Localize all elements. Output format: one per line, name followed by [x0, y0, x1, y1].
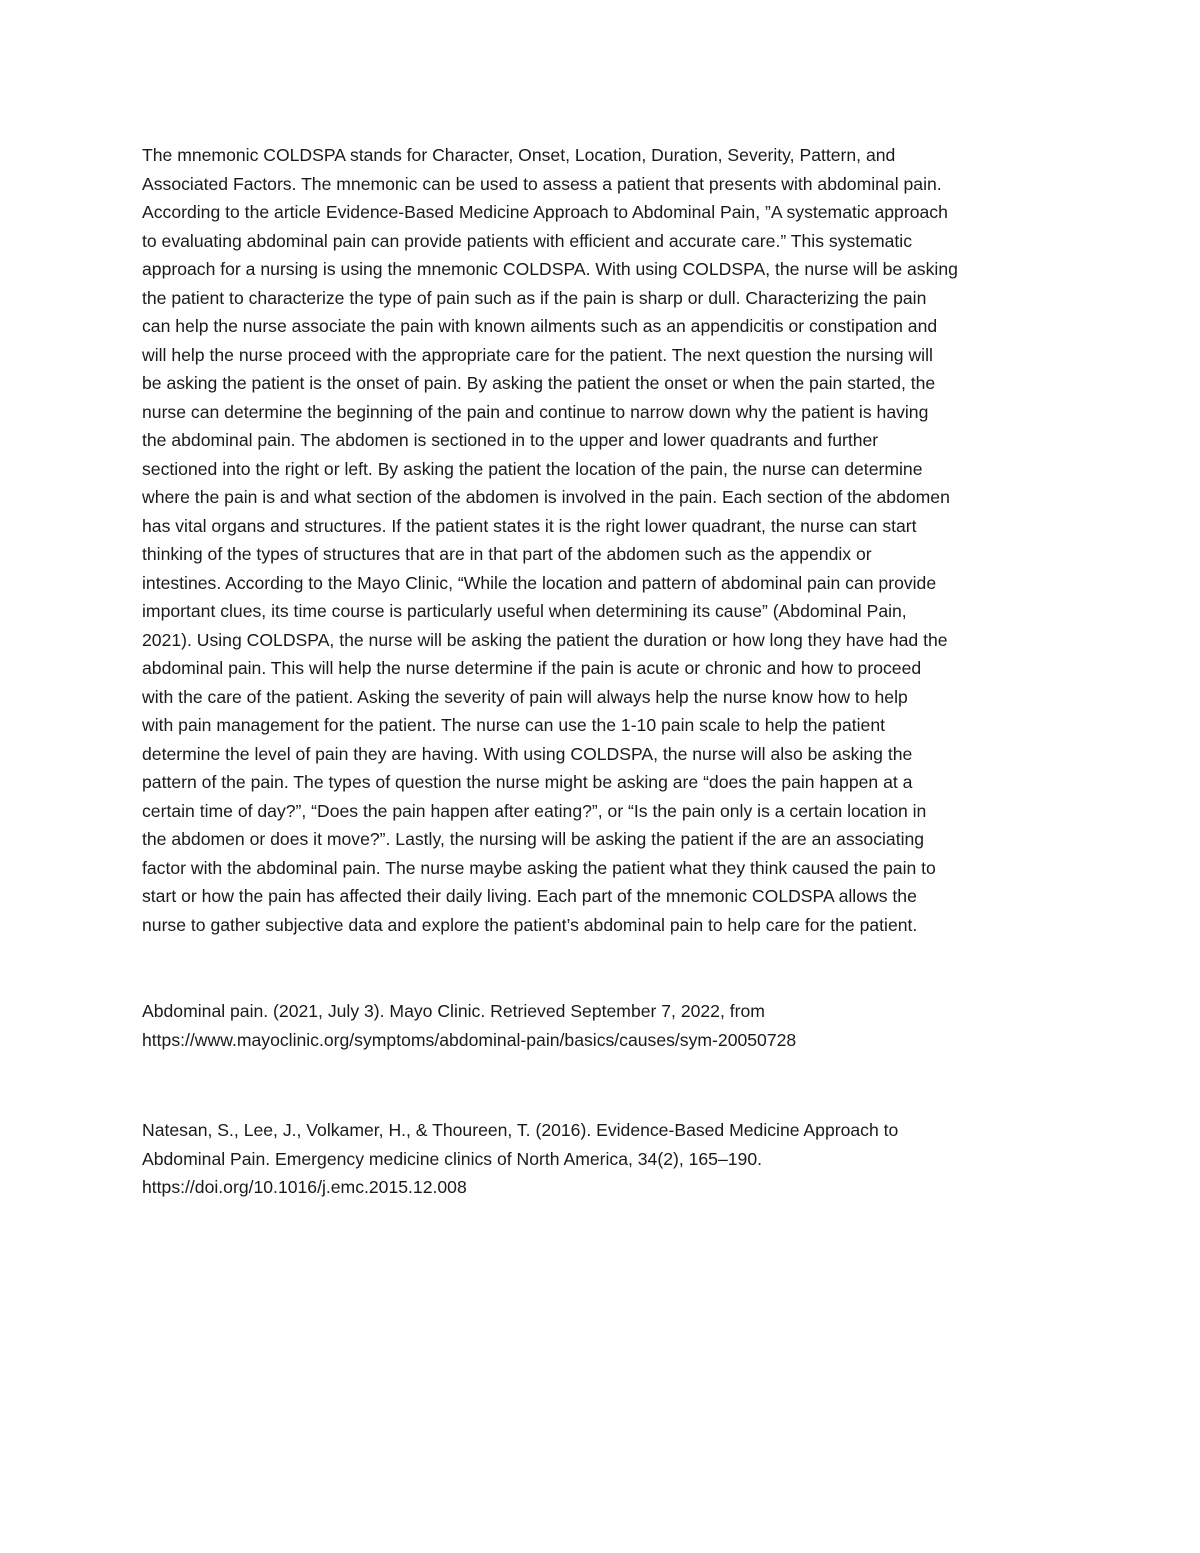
body-line: important clues, its time course is particularly useful when determining its cause” (Abdominal Pain,: [142, 601, 907, 621]
body-line: nurse to gather subjective data and explore the patient’s abdominal pain to help care for the patient.: [142, 914, 918, 935]
body-line: intestines. According to the Mayo Clinic, “While the location and pattern of abdominal pain can provide: [142, 572, 937, 593]
body-line: certain time of day?”, “Does the pain happen after eating?”, or “Is the pain only is a certain location in: [142, 800, 927, 821]
reference-line: Natesan, S., Lee, J., Volkamer, H., & Thoureen, T. (2016). Evidence-Based Medicine Approach to: [142, 1120, 899, 1140]
body-line: the patient to characterize the type of pain such as if the pain is sharp or dull. Characterizing the pain: [142, 287, 927, 308]
body-line: where the pain is and what section of the abdomen is involved in the pain. Each section of the abdomen: [142, 487, 950, 507]
body-line: factor with the abdominal pain. The nurse maybe asking the patient what they think caused the pain to: [142, 857, 936, 878]
body-line: the abdomen or does it move?”. Lastly, the nursing will be asking the patient if the are an associating: [142, 829, 925, 849]
body-line: the abdominal pain. The abdomen is sectioned in to the upper and lower quadrants and further: [142, 430, 879, 450]
body-line: pattern of the pain. The types of question the nurse might be asking are “does the pain happen at a: [142, 772, 913, 792]
body-line: to evaluating abdominal pain can provide patients with efficient and accurate care.” This systematic: [142, 230, 912, 251]
reference-line: Abdominal Pain. Emergency medicine clinics of North America, 34(2), 165–190.: [142, 1148, 762, 1169]
body-line: be asking the patient is the onset of pain. By asking the patient the onset or when the pain started, the: [142, 373, 936, 393]
reference-doi[interactable]: https://doi.org/10.1016/j.emc.2015.12.008: [142, 1177, 467, 1197]
reference-natesan: [142, 1116, 1072, 1202]
body-line: sectioned into the right or left. By asking the patient the location of the pain, the nurse can determine: [142, 458, 923, 479]
body-line: has vital organs and structures. If the patient states it is the right lower quadrant, the nurse can start: [142, 515, 917, 536]
body-line: approach for a nursing is using the mnemonic COLDSPA. With using COLDSPA, the nurse will be asking: [142, 259, 958, 279]
reference-url[interactable]: https://www.mayoclinic.org/symptoms/abdominal-pain/basics/causes/sym-20050728: [142, 1029, 797, 1050]
body-line: can help the nurse associate the pain with known ailments such as an appendicitis or constipation and: [142, 316, 938, 336]
reference-mayo-clinic: [142, 997, 1072, 1054]
body-line: will help the nurse proceed with the appropriate care for the patient. The next question the nursing will: [142, 344, 933, 365]
body-line: thinking of the types of structures that are in that part of the abdomen such as the appendix or: [142, 544, 872, 564]
body-line: with the care of the patient. Asking the severity of pain will always help the nurse know how to help: [142, 686, 908, 707]
body-line: start or how the pain has affected their daily living. Each part of the mnemonic COLDSPA allows the: [142, 886, 917, 906]
body-line: 2021). Using COLDSPA, the nurse will be asking the patient the duration or how long they have had the: [142, 629, 948, 650]
body-line: determine the level of pain they are having. With using COLDSPA, the nurse will also be asking the: [142, 743, 913, 764]
body-line: The mnemonic COLDSPA stands for Character, Onset, Location, Duration, Severity, Pattern, and: [142, 145, 896, 165]
body-line: nurse can determine the beginning of the pain and continue to narrow down why the patient is having: [142, 401, 929, 422]
body-line: Associated Factors. The mnemonic can be used to assess a patient that presents with abdominal pain.: [142, 173, 942, 194]
body-line: abdominal pain. This will help the nurse determine if the pain is acute or chronic and how to proceed: [142, 658, 922, 678]
body-line: According to the article Evidence-Based Medicine Approach to Abdominal Pain, ”A systematic approach: [142, 202, 948, 222]
reference-line: Abdominal pain. (2021, July 3). Mayo Clinic. Retrieved September 7, 2022, from: [142, 1001, 765, 1021]
body-paragraph: [142, 141, 1072, 939]
body-line: with pain management for the patient. The nurse can use the 1-10 pain scale to help the patient: [142, 715, 886, 735]
